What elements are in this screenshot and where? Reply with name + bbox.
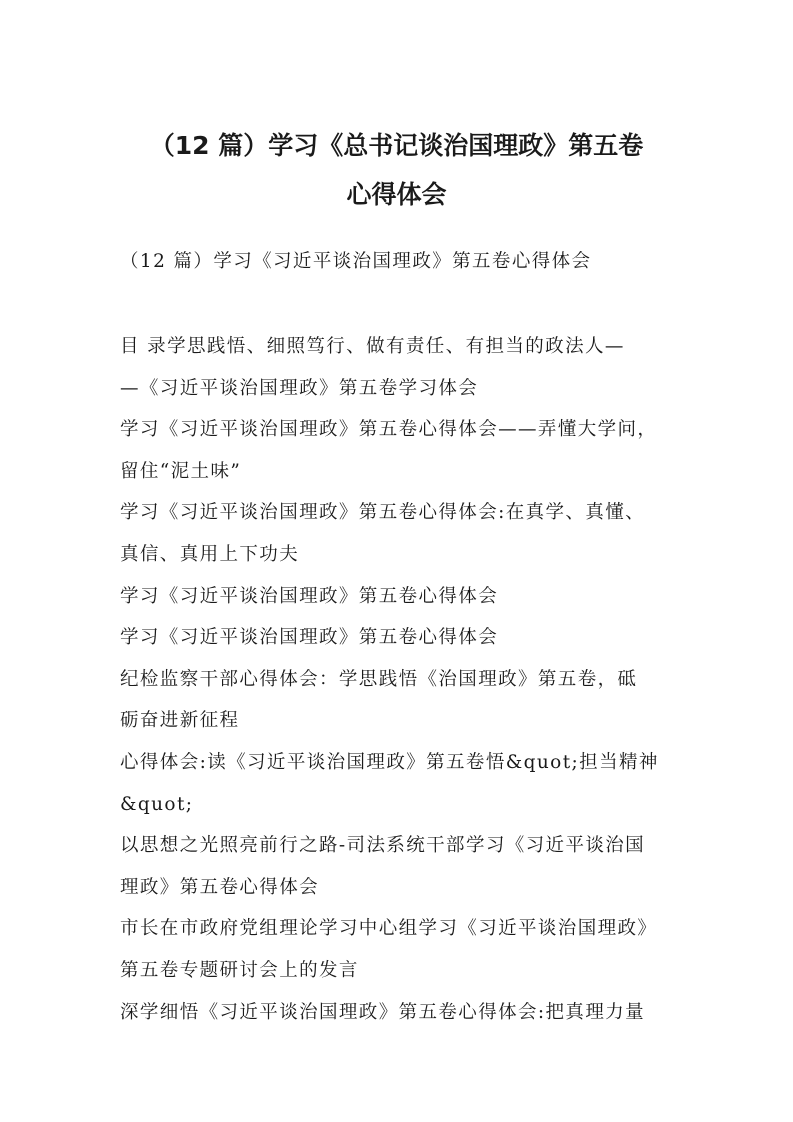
toc-line: 目 录学思践悟、细照笃行、做有责任、有担当的政法人— <box>120 336 625 357</box>
toc-line: 以思想之光照亮前行之路-司法系统干部学习《习近平谈治国 <box>120 835 646 857</box>
toc-line: 学习《习近平谈治国理政》第五卷心得体会——弄懂大学问， <box>120 419 658 441</box>
toc-line: 理政》第五卷心得体会 <box>120 876 320 898</box>
toc-line: 第五卷专题研讨会上的发言 <box>120 959 359 981</box>
toc-line: 市长在市政府党组理论学习中心组学习《习近平谈治国理政》 <box>120 918 658 940</box>
toc-line: 心得体会:读《习近平谈治国理政》第五卷悟&quot;担当精神 <box>120 751 659 773</box>
toc-line: 砺奋进新征程 <box>120 710 240 732</box>
document-title-line-1: （12 篇）学习《总书记谈治国理政》第五卷 <box>149 131 644 160</box>
toc-line: —《习近平谈治国理政》第五卷学习体会 <box>120 377 479 399</box>
toc-line: 纪检监察干部心得体会：学思践悟《治国理政》第五卷，砥 <box>120 668 638 690</box>
toc-line: 深学细悟《习近平谈治国理政》第五卷心得体会:把真理力量 <box>120 1001 646 1023</box>
toc-line: 学习《习近平谈治国理政》第五卷心得体会 <box>120 585 499 607</box>
document-title-line-2: 心得体会 <box>346 180 447 209</box>
toc-line: 学习《习近平谈治国理政》第五卷心得体会 <box>120 627 499 649</box>
document-subtitle: （12 篇）学习《习近平谈治国理政》第五卷心得体会 <box>120 251 592 272</box>
toc-line: 学习《习近平谈治国理政》第五卷心得体会:在真学、真懂、 <box>120 502 646 524</box>
toc-line: &quot; <box>120 793 194 815</box>
toc-line: 留住“泥土味” <box>120 460 242 482</box>
toc-line: 真信、真用上下功夫 <box>120 543 300 565</box>
table-of-contents <box>120 326 690 1033</box>
